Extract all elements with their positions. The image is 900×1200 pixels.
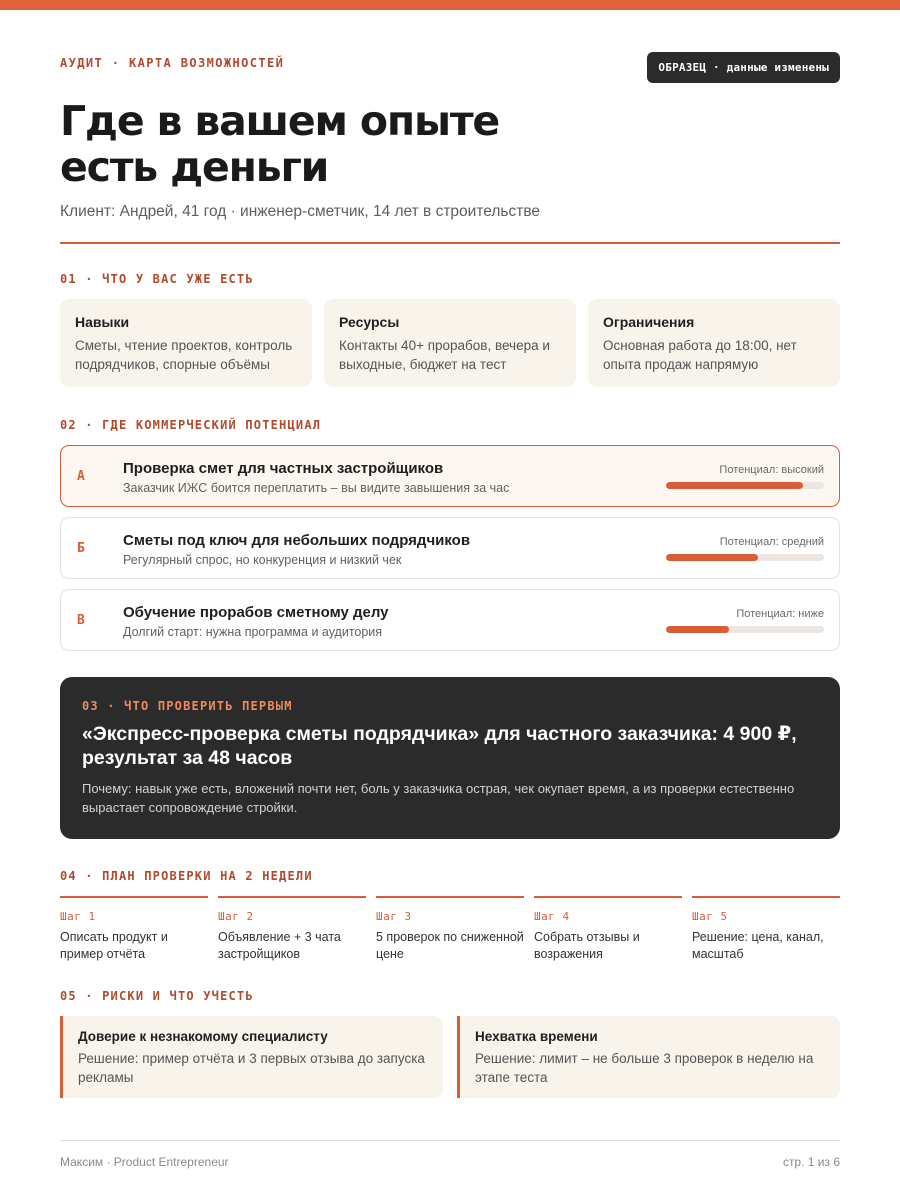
step-number: Шаг 3 bbox=[376, 910, 412, 923]
opportunity-description: Заказчик ИЖС боится переплатить – вы видите завышения за час bbox=[123, 481, 510, 495]
risk-card-trust bbox=[60, 1016, 443, 1098]
opportunity-description: Долгий старт: нужна программа и аудитория bbox=[123, 625, 383, 639]
card-skills bbox=[60, 299, 312, 387]
plan-step-1 bbox=[60, 896, 208, 962]
plan-step-4 bbox=[534, 896, 682, 962]
offer-rationale: Почему: навык уже есть, вложений почти нет, боль у заказчика острая, чек окупает время, а из проверки естественно вырастает сопровождение стройки. bbox=[82, 781, 795, 815]
step-text: Описать продукт и пример отчёта bbox=[60, 930, 168, 961]
first-test-panel bbox=[60, 677, 840, 839]
card-limits bbox=[588, 299, 840, 387]
card-text: Сметы, чтение проектов, контроль подрядчиков, спорные объёмы bbox=[75, 338, 293, 372]
card-title: Навыки bbox=[75, 314, 130, 330]
section-04-heading: 04 · ПЛАН ПРОВЕРКИ НА 2 НЕДЕЛИ bbox=[60, 869, 313, 883]
plan-step-5 bbox=[692, 896, 840, 962]
card-text: Контакты 40+ прорабов, вечера и выходные, бюджет на тест bbox=[339, 338, 550, 372]
assets-cards bbox=[60, 299, 840, 387]
step-number: Шаг 2 bbox=[218, 910, 254, 923]
potential-label: Потенциал: средний bbox=[719, 536, 824, 548]
section-03-heading: 03 · ЧТО ПРОВЕРИТЬ ПЕРВЫМ bbox=[82, 699, 293, 713]
section-02-heading: 02 · ГДЕ КОММЕРЧЕСКИЙ ПОТЕНЦИАЛ bbox=[60, 418, 322, 432]
plan-step-3 bbox=[376, 896, 524, 962]
page-title bbox=[60, 98, 660, 190]
risk-solution: Решение: пример отчёта и 3 первых отзыва до запуска рекламы bbox=[78, 1051, 425, 1085]
opportunity-row-c bbox=[60, 589, 840, 651]
card-resources bbox=[324, 299, 576, 387]
title-line-1: Где в вашем опыте bbox=[60, 97, 500, 145]
risk-solution: Решение: лимит – не больше 3 проверок в неделю на этапе теста bbox=[475, 1051, 814, 1085]
step-text: 5 проверок по сниженной цене bbox=[376, 930, 524, 961]
client-subtitle: Клиент: Андрей, 41 год · инженер-сметчик, 14 лет в строительстве bbox=[60, 203, 541, 220]
section-01-heading: 01 · ЧТО У ВАС УЖЕ ЕСТЬ bbox=[60, 272, 254, 286]
opportunity-row-a bbox=[60, 445, 840, 507]
page-number: стр. 1 из 6 bbox=[782, 1155, 840, 1169]
opportunity-letter: В bbox=[77, 613, 85, 628]
card-title: Ресурсы bbox=[339, 314, 400, 330]
opportunity-title: Сметы под ключ для небольших подрядчиков bbox=[123, 532, 471, 549]
potential-bar bbox=[666, 554, 824, 561]
sample-badge: ОБРАЗЕЦ · данные изменены bbox=[647, 52, 840, 83]
opportunity-description: Регулярный спрос, но конкуренция и низкий чек bbox=[123, 553, 402, 567]
step-text: Собрать отзывы и возражения bbox=[534, 930, 640, 961]
opportunity-title: Обучение прорабов сметному делу bbox=[123, 604, 389, 621]
plan-step-2 bbox=[218, 896, 366, 962]
risk-title: Доверие к незнакомому специалисту bbox=[78, 1029, 328, 1044]
potential-bar-fill bbox=[666, 482, 803, 489]
step-number: Шаг 5 bbox=[692, 910, 728, 923]
potential-bar bbox=[666, 482, 824, 489]
section-05-heading: 05 · РИСКИ И ЧТО УЧЕСТЬ bbox=[60, 989, 254, 1003]
potential-label: Потенциал: ниже bbox=[736, 608, 824, 620]
potential-label: Потенциал: высокий bbox=[719, 464, 824, 476]
eyebrow-label: АУДИТ · КАРТА ВОЗМОЖНОСТЕЙ bbox=[60, 56, 285, 70]
card-title: Ограничения bbox=[603, 314, 695, 330]
risk-title: Нехватка времени bbox=[475, 1029, 598, 1044]
header-divider bbox=[60, 242, 840, 244]
footer-divider bbox=[60, 1140, 840, 1141]
card-text: Основная работа до 18:00, нет опыта продаж напрямую bbox=[603, 338, 797, 372]
potential-bar-fill bbox=[666, 554, 758, 561]
opportunity-letter: А bbox=[77, 469, 85, 484]
risks-list bbox=[60, 1016, 840, 1098]
risk-card-time bbox=[457, 1016, 840, 1098]
opportunity-letter: Б bbox=[77, 541, 85, 556]
step-number: Шаг 4 bbox=[534, 910, 570, 923]
step-number: Шаг 1 bbox=[60, 910, 96, 923]
opportunities-list bbox=[60, 445, 840, 661]
potential-bar-fill bbox=[666, 626, 729, 633]
step-text: Решение: цена, канал, масштаб bbox=[692, 930, 824, 961]
top-accent-bar bbox=[0, 0, 900, 10]
potential-bar bbox=[666, 626, 824, 633]
step-text: Объявление + 3 чата застройщиков bbox=[218, 930, 341, 961]
opportunity-title: Проверка смет для частных застройщиков bbox=[123, 460, 444, 477]
plan-steps bbox=[60, 896, 840, 962]
offer-headline: «Экспресс-проверка сметы подрядчика» для частного заказчика: 4 900 ₽, результат за 48 часов bbox=[82, 723, 797, 769]
opportunity-row-b bbox=[60, 517, 840, 579]
footer-author: Максим · Product Entrepreneur bbox=[60, 1155, 229, 1169]
title-line-2: есть деньги bbox=[60, 143, 329, 191]
